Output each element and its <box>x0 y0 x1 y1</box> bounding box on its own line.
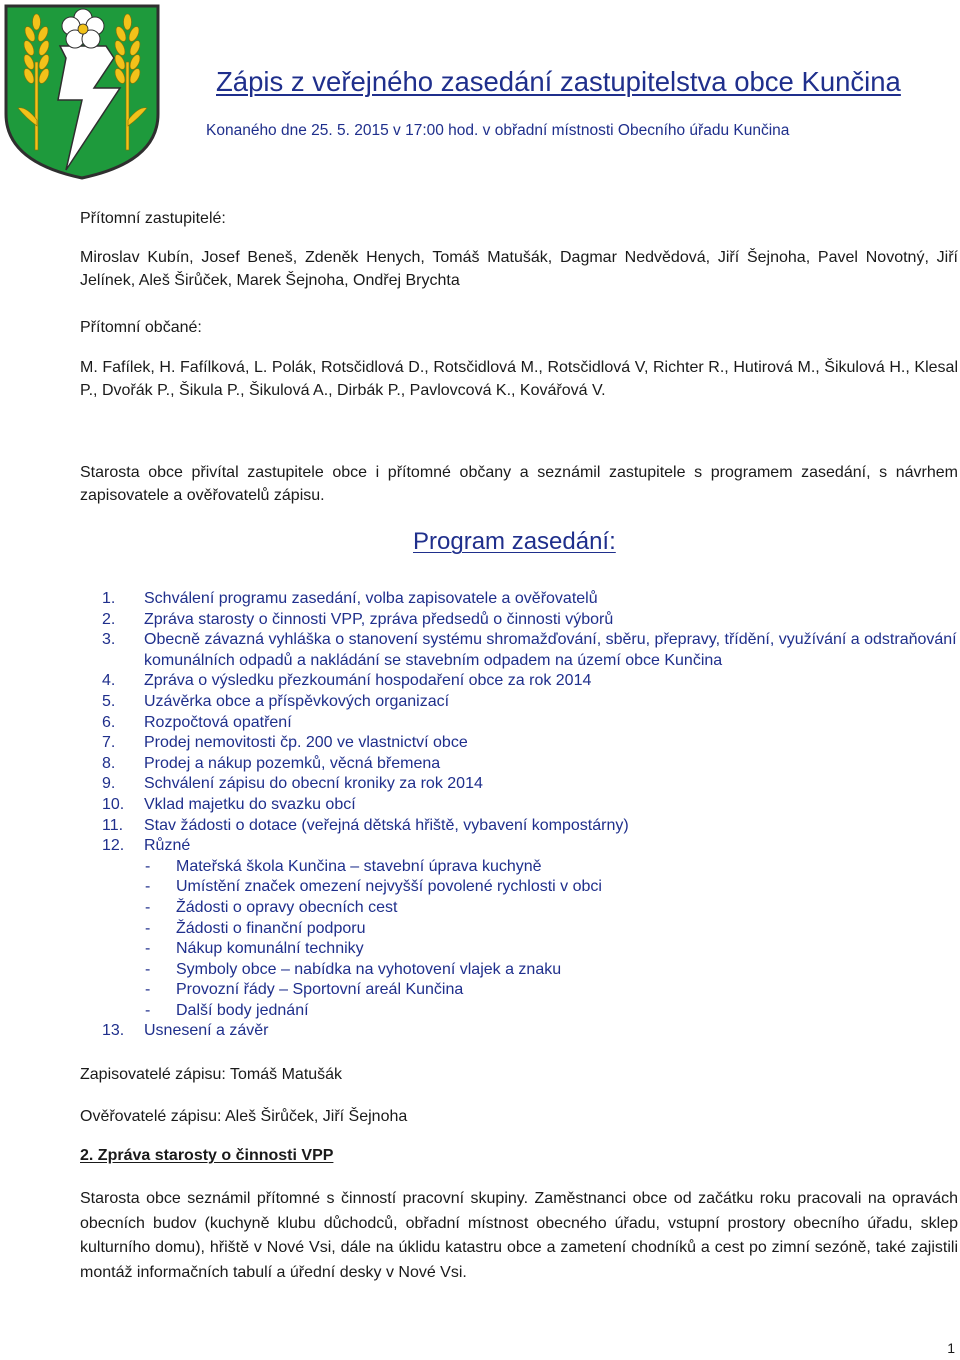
program-sub-item <box>144 857 958 878</box>
program-item-text: Schválení zápisu do obecní kroniky za rok 2014 <box>144 775 483 793</box>
citizens-list: M. Fafílek, H. Fafílková, L. Polák, Rotsčidlová D., Rotsčidlová M., Rotsčidlová V, Richter R., Hutirová M., Šikulová H., Klesal P., Dvořák P., Šikula P., Šikulová A., Dirbák P., Pavlovcová K., Kovářová V. <box>80 359 958 399</box>
verifiers-line: Ověřovatelé zápisu: Aleš Širůček, Jiří Šejnoha <box>80 1108 408 1125</box>
document-title: Zápis z veřejného zasedání zastupitelstva obce Kunčina <box>216 66 901 97</box>
program-item-number: 1. <box>102 590 116 607</box>
program-sub-item <box>144 980 958 1001</box>
program-item <box>80 589 958 610</box>
program-item <box>80 1021 958 1042</box>
program-item <box>80 754 958 775</box>
program-sub-item <box>144 939 958 960</box>
program-sub-list <box>144 857 958 1022</box>
dash-bullet-icon: - <box>145 1001 151 1019</box>
intro-paragraph: Starosta obce přivítal zastupitele obce i přítomné občany a seznámil zastupitele s programem zasedání, s návrhem zapisovatele a ověřovatelů zápisu. <box>80 464 958 504</box>
meeting-date-location: Konaného dne 25. 5. 2015 v 17:00 hod. v obřadní místnosti Obecního úřadu Kunčina <box>206 122 790 139</box>
program-item <box>80 671 958 692</box>
program-sub-item-text: Umístění značek omezení nejvyšší povolené rychlosti v obci <box>176 878 602 896</box>
program-item <box>80 610 958 631</box>
section-2-paragraph: Starosta obce seznámil přítomné s činností pracovní skupiny. Zaměstnanci obce od začátku roku pracovali na opravách obecních budov (kuchyně klubu důchodců, obřadní místnost obecného úřadu, vstupní prostory obecního úřadu, sklep kulturního domu), hřiště v Nové Vsi, dále na úklidu katastru obce a zametení chodníků a cest po zimní sezóně, také zajistili montáž informačních tabulí a úřední desky v Nové Vsi. <box>80 1190 958 1281</box>
program-item-number: 2. <box>102 610 116 628</box>
section-2-heading: 2. Zpráva starosty o činnosti VPP <box>80 1147 334 1164</box>
program-sub-item-text: Mateřská škola Kunčina – stavební úprava kuchyně <box>176 857 542 875</box>
program-item-number: 11. <box>102 816 124 834</box>
program-item <box>80 733 958 754</box>
program-item-number: 5. <box>102 692 116 710</box>
program-item-text: Zpráva starosty o činnosti VPP, zpráva předsedů o činnosti výborů <box>144 610 614 628</box>
program-sub-item <box>144 960 958 981</box>
dash-bullet-icon: - <box>145 981 151 999</box>
program-sub-item-text: Žádosti o finanční podporu <box>176 919 366 937</box>
program-item-text: Různé <box>144 837 191 855</box>
program-item <box>80 713 958 734</box>
program-list <box>80 589 958 1042</box>
dash-bullet-icon: - <box>145 898 151 916</box>
dash-bullet-icon: - <box>145 960 151 978</box>
municipal-coat-of-arms <box>2 2 162 180</box>
program-item-text: Prodej a nákup pozemků, věcná břemena <box>144 754 441 772</box>
program-item-number: 12. <box>102 837 125 855</box>
program-item-number: 8. <box>102 754 116 772</box>
program-item-number: 4. <box>102 672 116 690</box>
program-sub-item-text: Žádosti o opravy obecních cest <box>176 898 398 916</box>
dash-bullet-icon: - <box>145 878 151 896</box>
recorder-line: Zapisovatelé zápisu: Tomáš Matušák <box>80 1066 343 1083</box>
program-item-number: 9. <box>102 775 116 793</box>
councillors-list: Miroslav Kubín, Josef Beneš, Zdeněk Henych, Tomáš Matušák, Dagmar Nedvědová, Jiří Šejnoha, Pavel Novotný, Jiří Jelínek, Aleš Širůček, Marek Šejnoha, Ondřej Brychta <box>80 249 958 289</box>
program-sub-item-text: Další body jednání <box>176 1001 309 1019</box>
program-sub-item <box>144 877 958 898</box>
program-item-text: Zpráva o výsledku přezkoumání hospodaření obce za rok 2014 <box>144 672 592 690</box>
program-item-number: 6. <box>102 713 116 731</box>
program-item-text: Obecně závazná vyhláška o stanovení systému shromažďování, sběru, přepravy, třídění, využívání a odstraňování komunálních odpadů a nakládání se stavebním odpadem na území obce Kunčina <box>144 631 957 669</box>
councillors-label: Přítomní zastupitelé: <box>80 210 226 227</box>
program-sub-item <box>144 919 958 940</box>
program-item-number: 3. <box>102 631 116 649</box>
citizens-label: Přítomní občané: <box>80 319 202 336</box>
program-item-number: 13. <box>102 1022 125 1040</box>
program-sub-item-text: Nákup komunální techniky <box>176 940 364 958</box>
dash-bullet-icon: - <box>145 919 151 937</box>
program-item-text: Usnesení a závěr <box>144 1022 269 1040</box>
program-item <box>80 692 958 713</box>
program-item <box>80 630 958 671</box>
program-item-text: Vklad majetku do svazku obcí <box>144 795 356 813</box>
program-item-number: 7. <box>102 734 116 752</box>
dash-bullet-icon: - <box>145 940 151 958</box>
program-item-text: Schválení programu zasedání, volba zapisovatele a ověřovatelů <box>144 590 598 607</box>
program-item <box>80 836 958 1021</box>
program-item-number: 10. <box>102 795 125 813</box>
program-item-text: Rozpočtová opatření <box>144 713 292 731</box>
dash-bullet-icon: - <box>145 857 151 875</box>
program-heading: Program zasedání: <box>413 528 616 555</box>
program-sub-item-text: Symboly obce – nabídka na vyhotovení vlajek a znaku <box>176 960 562 978</box>
program-sub-item <box>144 898 958 919</box>
program-sub-item-text: Provozní řády – Sportovní areál Kunčina <box>176 981 464 999</box>
page-number: 1 <box>947 1340 955 1356</box>
program-item <box>80 795 958 816</box>
program-item-text: Uzávěrka obce a příspěvkových organizací <box>144 692 450 710</box>
program-item-text: Stav žádosti o dotace (veřejná dětská hřiště, vybavení kompostárny) <box>144 816 629 834</box>
program-item-text: Prodej nemovitosti čp. 200 ve vlastnictví obce <box>144 734 468 752</box>
program-item <box>80 774 958 795</box>
program-item <box>80 816 958 837</box>
program-sub-item <box>144 1001 958 1022</box>
